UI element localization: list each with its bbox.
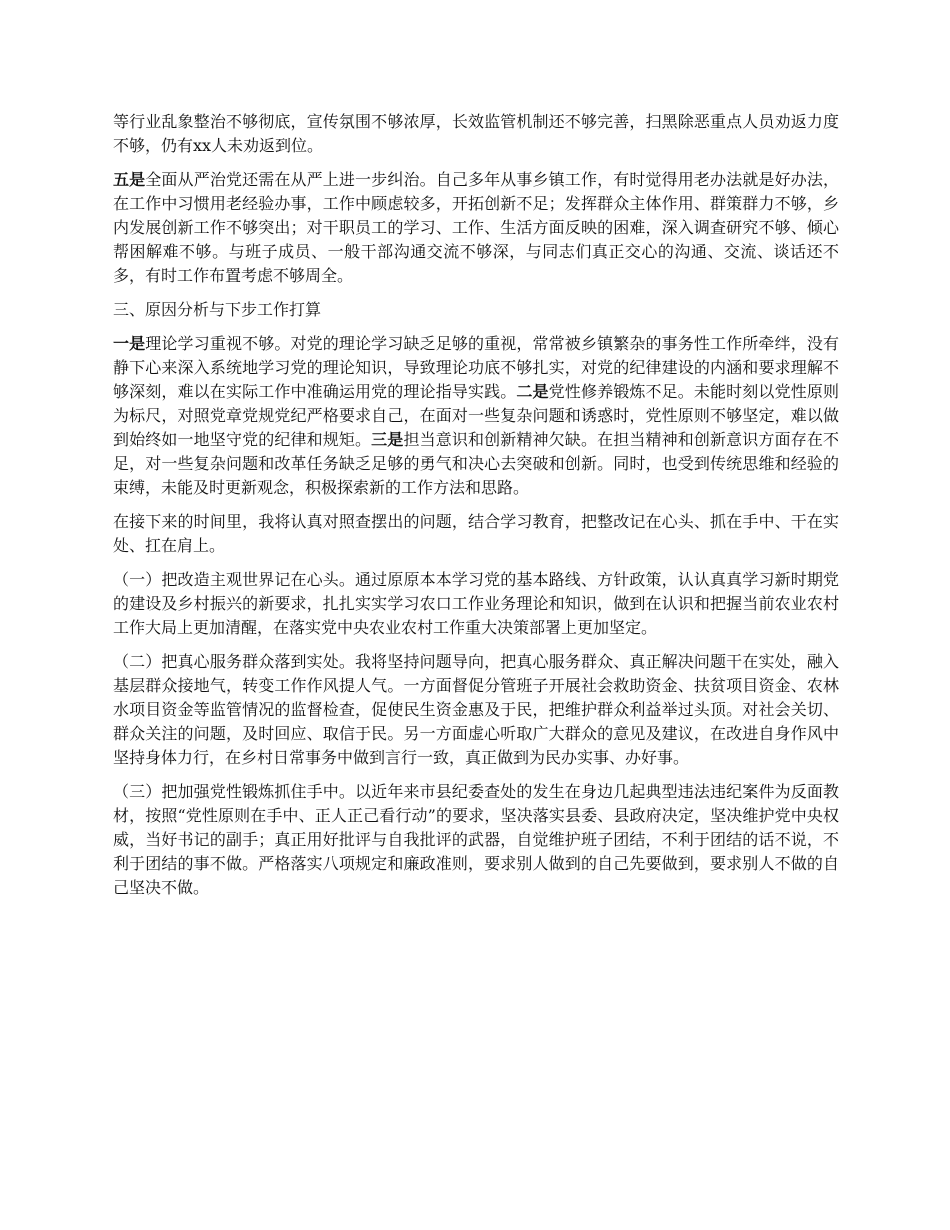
cause-two-text: 党性修养锻炼不足。未能时刻以党性原则为标尺，对照党章党规党纪严格要求自己，在面对一些复杂问题和诱惑时，党性原则不够坚定，难以做到始终如一地坚守党的纪律和规矩。 [113,382,839,449]
cause-one-text: 理论学习重视不够。对党的理论学习缺乏足够的重视，常常被乡镇繁杂的事务性工作所牵绊，没有静下心来深入系统地学习党的理论知识，导致理论功底不够扎实，对党的纪律建设的内涵和要求理解不够深刻，难以在实际工作中准确运用党的理论指导实践。 [113,334,839,401]
section-heading-three: 三、原因分析与下步工作打算 [113,300,322,319]
paragraph-next-steps-intro: 在接下来的时间里，我将认真对照查摆出的问题，结合学习教育，把整改记在心头、抓在手中、干在实处、扛在肩上。 [113,512,839,555]
paragraph-cause-analysis [113,332,839,500]
cause-three-text: 担当意识和创新精神欠缺。在担当精神和创新意识方面存在不足，对一些复杂问题和改革任务缺乏足够的勇气和决心去突破和创新。同时，也受到传统思维和经验的束缚，未能及时更新观念，积极探索新的工作方法和思路。 [113,430,839,497]
paragraph-point-five [113,168,839,288]
document-page [113,110,839,910]
cause-one-lead: 一是 [113,334,146,353]
paragraph-measure-one: （一）把改造主观世界记在心头。通过原原本本学习党的基本路线、方针政策，认认真真学习新时期党的建设及乡村振兴的新要求，扎扎实实学习农口工作业务理论和知识，做到在认识和把握当前农业农村工作大局上更加清醒，在落实党中央农业农村工作重大决策部署上更加坚定。 [113,570,839,637]
point-five-text: 全面从严治党还需在从严上进一步纠治。自己多年从事乡镇工作，有时觉得用老办法就是好办法，在工作中习惯用老经验办事，工作中顾虑较多，开拓创新不足；发挥群众主体作用、群策群力不够，乡内发展创新工作不够突出；对干职员工的学习、工作、生活方面反映的困难，深入调查研究不够、倾心帮困解难不够。与班子成员、一般干部沟通交流不够深，与同志们真正交心的沟通、交流、谈话还不多，有时工作布置考虑不够周全。 [113,170,839,285]
cause-three-lead: 三是 [371,430,404,449]
cause-two-lead: 二是 [516,382,549,401]
paragraph-continuation: 等行业乱象整治不够彻底，宣传氛围不够浓厚，长效监管机制还不够完善，扫黑除恶重点人员劝返力度不够，仍有xx人未劝返到位。 [113,112,839,155]
paragraph-measure-two: （二）把真心服务群众落到实处。我将坚持问题导向，把真心服务群众、真正解决问题干在实处，融入基层群众接地气，转变工作作风提人气。一方面督促分管班子开展社会救助资金、扶贫项目资金、农林水项目资金等监管情况的监督检查，促使民生资金惠及于民，把维护群众利益举过头顶。对社会关切、群众关注的问题，及时回应、取信于民。另一方面虚心听取广大群众的意见及建议，在改进自身作风中坚持身体力行，在乡村日常事务中做到言行一致，真正做到为民办实事、办好事。 [113,652,839,767]
paragraph-measure-three: （三）把加强党性锻炼抓住手中。以近年来市县纪委查处的发生在身边几起典型违法违纪案件为反面教材，按照“党性原则在手中、正人正己看行动”的要求，坚决落实县委、县政府决定，坚决维护党中央权威，当好书记的副手；真正用好批评与自我批评的武器，自觉维护班子团结，不利于团结的话不说，不利于团结的事不做。严格落实八项规定和廉政准则，要求别人做到的自己先要做到，要求别人不做的自己坚决不做。 [113,782,839,897]
point-five-lead: 五是 [113,170,146,189]
